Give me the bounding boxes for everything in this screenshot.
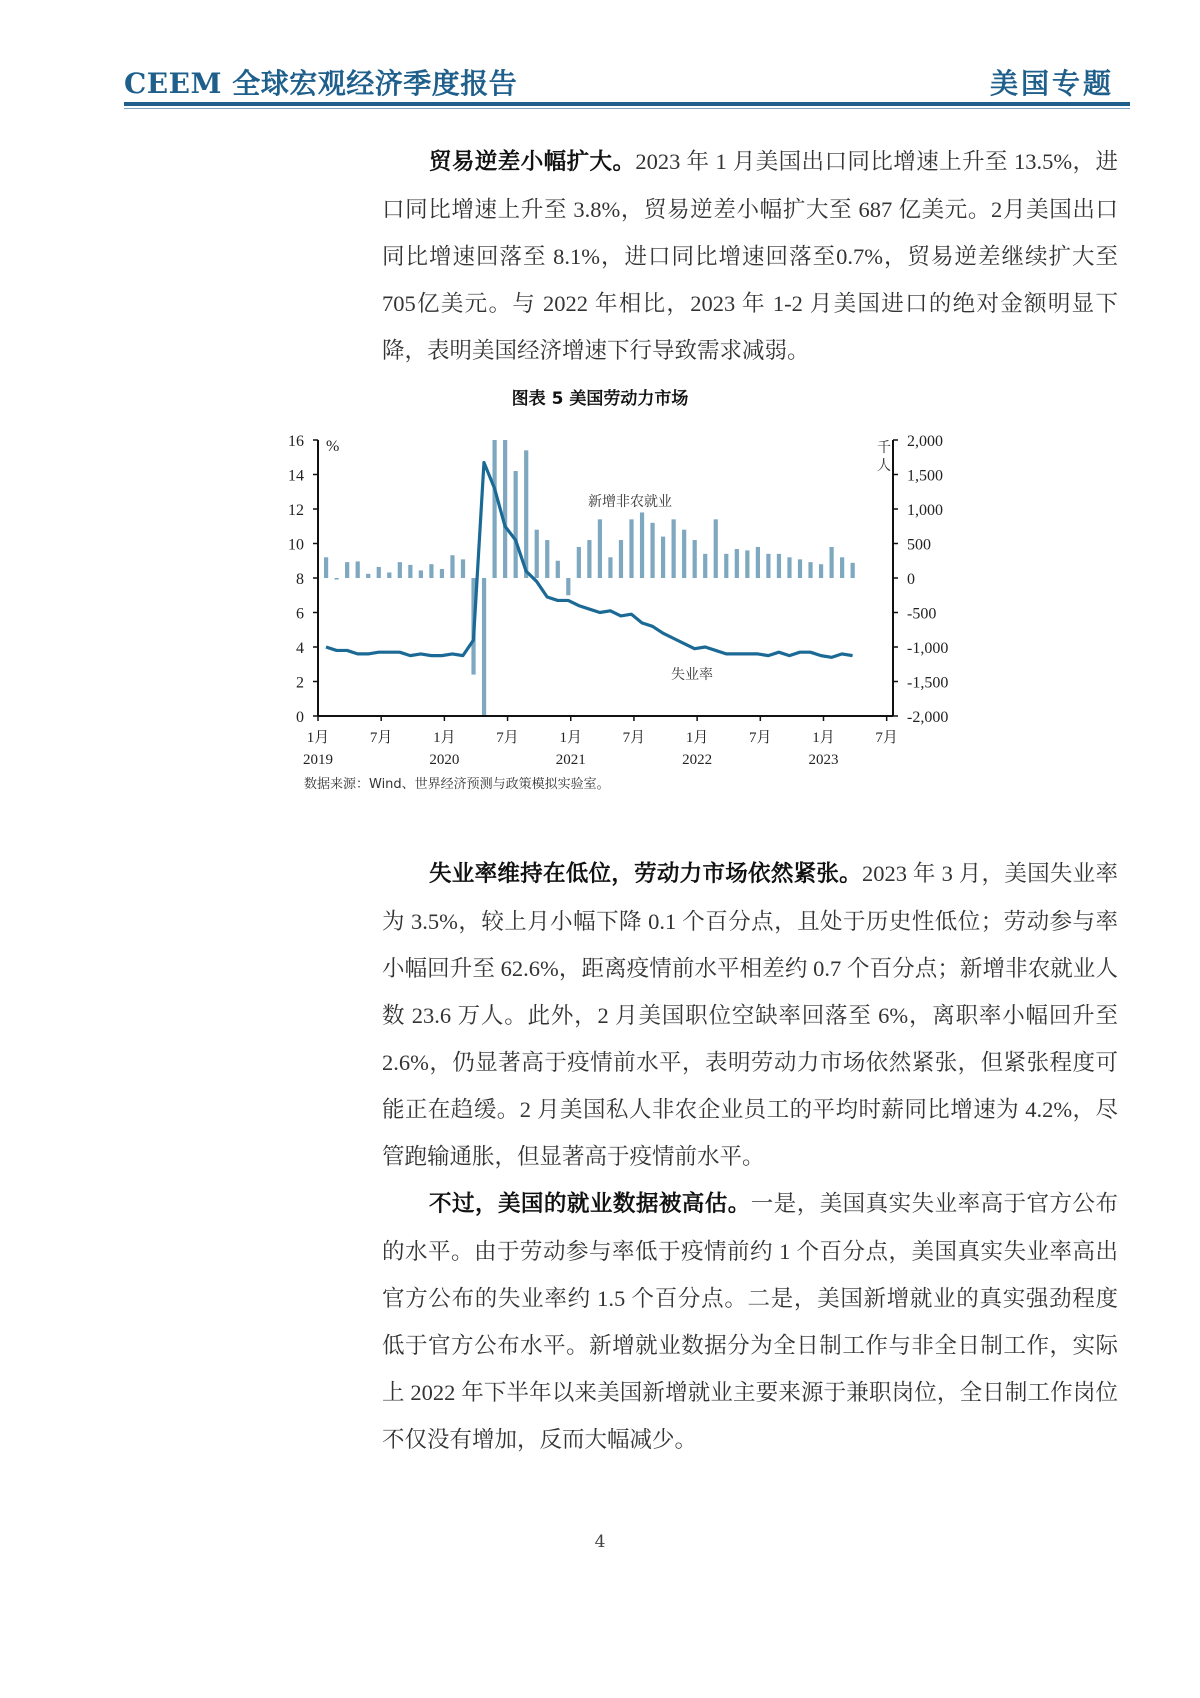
svg-text:0: 0: [296, 709, 304, 726]
bar-payrolls: [629, 519, 633, 578]
svg-text:1月: 1月: [433, 730, 456, 746]
svg-text:14: 14: [288, 467, 304, 485]
bar-payrolls: [335, 578, 339, 580]
bar-payrolls: [345, 562, 349, 578]
svg-text:失业率: 失业率: [671, 668, 713, 683]
svg-text:人: 人: [877, 459, 891, 474]
paragraph-lead: 失业率维持在低位，劳动力市场依然紧张。: [429, 861, 862, 887]
bar-payrolls: [366, 574, 370, 578]
svg-text:0: 0: [907, 571, 915, 588]
svg-text:-500: -500: [907, 605, 937, 623]
bar-payrolls: [577, 547, 581, 578]
svg-text:2021: 2021: [555, 752, 586, 768]
bar-payrolls: [566, 578, 570, 595]
bar-payrolls: [524, 450, 528, 578]
bar-payrolls: [819, 564, 823, 578]
bar-payrolls: [482, 578, 486, 716]
bar-payrolls: [377, 567, 381, 578]
bar-payrolls: [408, 565, 412, 578]
paragraph-lead: 贸易逆差小幅扩大。: [429, 149, 636, 175]
bar-payrolls: [387, 572, 391, 578]
bar-payrolls: [851, 563, 855, 578]
svg-text:2: 2: [296, 674, 304, 692]
bar-payrolls: [640, 512, 644, 578]
svg-text:1,500: 1,500: [907, 467, 943, 485]
paragraph-text: 2023 年 1 月美国出口同比增速上升至 13.5%，进口同比增速上升至 3.8%，贸易逆差小幅扩大至 687 亿美元。2月美国出口同比增速回落至 8.1%，进口同比增速回落至0.7%，贸易逆差继续扩大至705亿美元。与 2022 年相比，2023 年 1-2 月美国进口的绝对金额明显下降，表明美国经济增速下行导致需求减弱。: [382, 149, 1118, 363]
bar-payrolls: [766, 554, 770, 578]
svg-text:%: %: [326, 438, 340, 455]
bar-payrolls: [798, 559, 802, 578]
bar-payrolls: [514, 471, 518, 578]
svg-text:千: 千: [877, 441, 891, 456]
figure-source: 数据来源：Wind、世界经济预测与政策模拟实验室。: [304, 777, 610, 792]
bar-payrolls: [556, 561, 560, 578]
bar-payrolls: [450, 555, 454, 578]
bar-payrolls: [756, 547, 760, 578]
svg-text:10: 10: [288, 536, 304, 554]
svg-text:12: 12: [288, 502, 304, 519]
bar-payrolls: [672, 519, 676, 578]
svg-text:2020: 2020: [429, 752, 460, 768]
svg-text:7月: 7月: [369, 730, 393, 746]
svg-text:2023: 2023: [808, 752, 839, 768]
svg-text:7月: 7月: [622, 730, 646, 746]
paragraph-text: 2023 年 3 月，美国失业率为 3.5%，较上月小幅下降 0.1 个百分点，且处于历史性低位；劳动参与率小幅回升至 62.6%，距离疫情前水平相差约 0.7 个百分点；新增非农就业人数 23.6 万人。此外，2 月美国职位空缺率回落至 6%，离职率小幅回升至 2.6%，仍显著高于疫情前水平，表明劳动力市场依然紧张，但紧张程度可能正在趋缓。2 月美国私人非农企业员工的平均时薪同比增速为 4.2%，尽管跑输通胀，但显著高于疫情前水平。: [382, 861, 1118, 1169]
bar-payrolls: [545, 540, 549, 578]
bar-payrolls: [777, 554, 781, 578]
svg-text:2022: 2022: [682, 752, 713, 768]
bar-payrolls: [440, 569, 444, 578]
svg-text:新增非农就业: 新增非农就业: [588, 495, 672, 510]
paragraph-trade: [382, 138, 1118, 374]
svg-text:8: 8: [296, 571, 304, 588]
bar-payrolls: [682, 530, 686, 578]
bar-payrolls: [661, 537, 665, 578]
svg-text:1月: 1月: [812, 730, 835, 746]
svg-text:7月: 7月: [875, 730, 898, 746]
bar-payrolls: [429, 564, 433, 578]
bar-payrolls: [461, 559, 465, 578]
bar-payrolls: [735, 549, 739, 578]
page-number: 4: [594, 1532, 606, 1552]
svg-text:500: 500: [907, 536, 931, 554]
svg-text:1,000: 1,000: [907, 502, 943, 519]
svg-text:7月: 7月: [749, 730, 772, 746]
figure-caption: 图表 5 美国劳动力市场: [511, 389, 689, 409]
svg-text:1月: 1月: [559, 730, 583, 746]
bar-payrolls: [693, 540, 697, 578]
bar-payrolls: [503, 440, 507, 578]
bar-payrolls: [398, 562, 402, 578]
svg-text:1月: 1月: [685, 730, 709, 746]
svg-text:16: 16: [288, 433, 304, 450]
bar-payrolls: [535, 530, 539, 578]
bar-payrolls: [619, 540, 623, 578]
svg-text:-1,500: -1,500: [907, 674, 949, 692]
header-rule: [124, 102, 1130, 106]
bar-payrolls: [356, 561, 360, 578]
svg-text:1月: 1月: [306, 730, 330, 746]
bar-payrolls: [808, 562, 812, 578]
labor-market-chart: [260, 420, 960, 780]
svg-text:2019: 2019: [303, 752, 333, 768]
bar-payrolls: [587, 540, 591, 578]
paragraph-lead: 不过，美国的就业数据被高估。: [429, 1191, 751, 1217]
header-rule-thin: [124, 108, 1130, 109]
bar-payrolls: [608, 557, 612, 578]
bar-payrolls: [714, 519, 718, 578]
svg-text:-1,000: -1,000: [907, 640, 949, 657]
bar-payrolls: [745, 550, 749, 578]
svg-text:7月: 7月: [496, 730, 519, 746]
bar-payrolls: [840, 557, 844, 578]
svg-text:2,000: 2,000: [907, 433, 943, 450]
bar-payrolls: [787, 557, 791, 578]
bar-payrolls: [492, 440, 496, 578]
report-title: CEEM 全球宏观经济季度报告: [124, 67, 518, 100]
bar-payrolls: [650, 523, 654, 578]
section-title: 美国专题: [989, 67, 1114, 100]
paragraph-employment: [382, 850, 1118, 1463]
svg-text:6: 6: [296, 605, 304, 623]
paragraph-text: 一是，美国真实失业率高于官方公布的水平。由于劳动参与率低于疫情前约 1 个百分点，美国真实失业率高出官方公布的失业率约 1.5 个百分点。二是，美国新增就业的真实强劲程度低于官方公布水平。新增就业数据分为全日制工作与非全日制工作，实际上 2022 年下半年以来美国新增就业主要来源于兼职岗位，全日制工作岗位不仅没有增加，反而大幅减少。: [382, 1191, 1118, 1452]
bar-payrolls: [829, 547, 833, 578]
svg-text:4: 4: [296, 640, 304, 657]
bar-payrolls: [703, 554, 707, 578]
bar-payrolls: [724, 554, 728, 578]
bar-payrolls: [419, 570, 423, 578]
bar-payrolls: [324, 557, 328, 578]
bar-payrolls: [598, 519, 602, 578]
svg-text:-2,000: -2,000: [907, 709, 949, 726]
